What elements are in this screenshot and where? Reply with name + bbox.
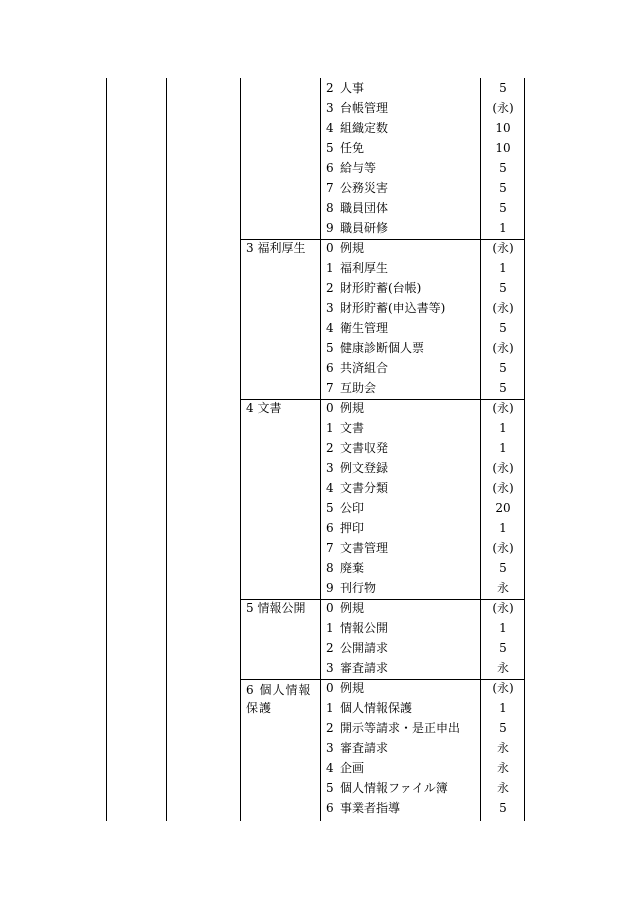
retention-period: 永 [496,581,509,595]
group-label: 6 個人情報保護 [246,683,312,715]
item-name: 人事 [340,81,365,95]
item-name: 事業者指導 [340,801,401,815]
table-row [326,678,364,698]
table-row [326,118,388,138]
retention-period: 永 [496,761,509,775]
retention-period: 永 [496,741,509,755]
table-row [326,78,364,98]
item-name: 文書 [340,421,365,435]
item-name: 個人情報保護 [340,701,413,715]
item-number: 5 [326,501,334,515]
column-border [166,78,167,821]
item-number: 0 [326,241,334,255]
table-row [326,398,364,418]
item-name: 公印 [340,501,365,515]
retention-period: 10 [495,121,511,135]
table-row [326,158,376,178]
item-number: 7 [326,541,334,555]
retention-period: (永) [492,301,514,315]
retention-period: 5 [499,561,507,575]
item-number: 3 [326,101,334,115]
group-label: 4 文書 [246,401,282,415]
retention-period: (永) [492,601,514,615]
item-number: 4 [326,481,334,495]
item-number: 2 [326,281,334,295]
item-number: 1 [326,421,334,435]
item-number: 9 [326,221,334,235]
table-row [326,578,376,598]
table-row [326,718,460,738]
table-row [326,538,388,558]
table-row [326,458,388,478]
retention-period: 1 [499,441,507,455]
table-row [326,278,421,298]
item-number: 2 [326,721,334,735]
retention-period: 永 [496,781,509,795]
item-number: 8 [326,201,334,215]
item-name: 衛生管理 [340,321,389,335]
retention-period: 20 [495,501,511,515]
table-row [326,258,388,278]
retention-period: 5 [499,801,507,815]
retention-period: 10 [495,141,511,155]
retention-period: 5 [499,381,507,395]
retention-period: 5 [499,721,507,735]
item-name: 台帳管理 [340,101,389,115]
item-number: 6 [326,361,334,375]
item-name: 例規 [340,681,365,695]
table-row [326,598,364,618]
group-label: 3 福利厚生 [246,241,306,255]
item-number: 6 [326,161,334,175]
table-row [326,738,388,758]
item-name: 例規 [340,601,365,615]
table-row [326,238,364,258]
table-row [326,618,388,638]
item-name: 公開請求 [340,641,389,655]
retention-period: 1 [499,621,507,635]
retention-period: 5 [499,641,507,655]
item-number: 0 [326,401,334,415]
table-row [326,558,364,578]
retention-period: (永) [492,541,514,555]
item-name: 個人情報ファイル簿 [340,781,448,795]
item-number: 5 [326,781,334,795]
item-number: 3 [326,301,334,315]
item-name: 文書分類 [340,481,389,495]
item-number: 3 [326,661,334,675]
item-number: 3 [326,461,334,475]
item-name: 企画 [340,761,365,775]
table-row [326,778,448,798]
retention-period: 1 [499,701,507,715]
table-row [326,178,388,198]
item-name: 組織定数 [340,121,389,135]
item-number: 1 [326,701,334,715]
item-name: 財形貯蓄(申込書等) [340,301,446,315]
item-name: 職員研修 [340,221,389,235]
table-row [326,638,388,658]
table-row [326,198,388,218]
item-name: 刊行物 [340,581,377,595]
item-name: 審査請求 [340,741,389,755]
item-name: 開示等請求・是正申出 [340,721,461,735]
item-number: 5 [326,341,334,355]
item-number: 1 [326,621,334,635]
item-name: 例規 [340,241,365,255]
table-row [326,318,388,338]
item-name: 文書管理 [340,541,389,555]
table-row [326,358,388,378]
retention-period: (永) [492,241,514,255]
item-name: 職員団体 [340,201,389,215]
retention-period: (永) [492,461,514,475]
table-row [326,698,412,718]
item-name: 押印 [340,521,365,535]
table-row [326,758,364,778]
column-border [480,78,481,821]
item-name: 例規 [340,401,365,415]
item-number: 0 [326,601,334,615]
table-row [326,418,364,438]
item-number: 1 [326,261,334,275]
retention-period: (永) [492,681,514,695]
table-row [326,438,388,458]
item-name: 互助会 [340,381,377,395]
item-number: 6 [326,521,334,535]
retention-period: 5 [499,201,507,215]
item-number: 2 [326,641,334,655]
item-number: 0 [326,681,334,695]
item-name: 例文登録 [340,461,389,475]
table-row [326,138,364,158]
item-number: 5 [326,141,334,155]
table-row [326,298,445,318]
retention-period: 1 [499,421,507,435]
item-name: 情報公開 [340,621,389,635]
item-number: 7 [326,181,334,195]
item-number: 9 [326,581,334,595]
item-name: 共済組合 [340,361,389,375]
column-border [320,78,321,821]
table-row [326,98,388,118]
retention-period: 1 [499,521,507,535]
item-number: 3 [326,741,334,755]
column-border [240,78,241,821]
retention-period: 5 [499,81,507,95]
table-row [326,378,376,398]
item-name: 財形貯蓄(台帳) [340,281,422,295]
table-row [326,498,364,518]
item-name: 任免 [340,141,365,155]
retention-period: 1 [499,221,507,235]
retention-period: 5 [499,361,507,375]
item-number: 4 [326,121,334,135]
retention-period: 5 [499,281,507,295]
column-border [524,78,525,821]
item-number: 7 [326,381,334,395]
item-name: 健康診断個人票 [340,341,425,355]
retention-period: (永) [492,401,514,415]
table-row [326,218,388,238]
item-number: 8 [326,561,334,575]
item-number: 6 [326,801,334,815]
table-row [326,338,424,358]
group-label: 5 情報公開 [246,601,306,615]
retention-period: 5 [499,161,507,175]
retention-period: 5 [499,181,507,195]
item-number: 4 [326,761,334,775]
item-name: 廃棄 [340,561,365,575]
retention-period: (永) [492,341,514,355]
item-number: 2 [326,81,334,95]
item-name: 文書収発 [340,441,389,455]
retention-period: 5 [499,321,507,335]
item-name: 公務災害 [340,181,389,195]
table-row [326,518,364,538]
table-row [326,658,388,678]
table-row [326,478,388,498]
retention-period: (永) [492,101,514,115]
retention-period: (永) [492,481,514,495]
item-number: 2 [326,441,334,455]
item-name: 福利厚生 [340,261,389,275]
item-name: 給与等 [340,161,377,175]
item-name: 審査請求 [340,661,389,675]
retention-period: 永 [496,661,509,675]
column-border [106,78,107,821]
table-row [326,798,400,818]
item-number: 4 [326,321,334,335]
retention-period: 1 [499,261,507,275]
